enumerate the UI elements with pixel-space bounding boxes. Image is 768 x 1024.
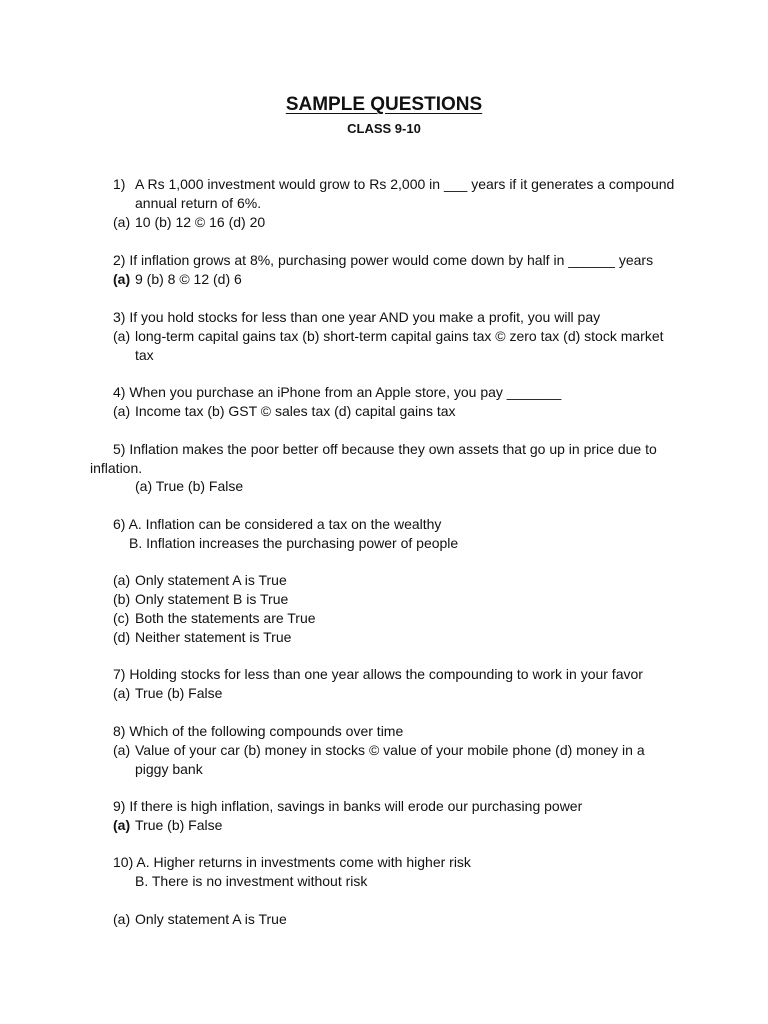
question-6-statement-b: B. Inflation increases the purchasing power of people (129, 535, 459, 551)
question-4-text: 4) When you purchase an iPhone from an Apple store, you pay _______ (113, 384, 562, 400)
question-6-option-b: (b) Only statement B is True (113, 591, 289, 607)
question-2-options: (a) 9 (b) 8 © 12 (d) 6 (113, 271, 242, 287)
question-10-statement-b: B. There is no investment without risk (135, 873, 368, 889)
question-2-text: 2) If inflation grows at 8%, purchasing power would come down by half in ______ years (113, 252, 654, 268)
question-3-options: (a) long-term capital gains tax (b) short-term capital gains tax © zero tax (d) stock market (113, 328, 664, 344)
question-7-text: 7) Holding stocks for less than one year allows the compounding to work in your favor (113, 666, 643, 682)
question-3-text: 3) If you hold stocks for less than one year AND you make a profit, you will pay (113, 309, 601, 325)
question-8-text: 8) Which of the following compounds over time (113, 723, 404, 739)
question-6-option-d: (d) Neither statement is True (113, 629, 292, 645)
question-5-text-cont: inflation. (90, 460, 143, 476)
question-8-options-cont: piggy bank (135, 761, 203, 777)
question-9-text: 9) If there is high inflation, savings in banks will erode our purchasing power (113, 798, 583, 814)
question-5-text: 5) Inflation makes the poor better off because they own assets that go up in price due to (113, 441, 657, 457)
page-subtitle: CLASS 9-10 (347, 121, 421, 136)
question-5-options: (a) True (b) False (135, 478, 244, 494)
question-1-text-cont: annual return of 6%. (135, 195, 262, 211)
question-7-options: (a) True (b) False (113, 685, 223, 701)
question-6-statement-a: 6) A. Inflation can be considered a tax on the wealthy (113, 516, 442, 532)
question-6-option-c: (c) Both the statements are True (113, 610, 316, 626)
question-4-options: (a) Income tax (b) GST © sales tax (d) capital gains tax (113, 403, 456, 419)
question-6-option-a: (a) Only statement A is True (113, 572, 287, 588)
question-10-statement-a: 10) A. Higher returns in investments come with higher risk (113, 854, 471, 870)
question-1-text: 1) A Rs 1,000 investment would grow to Rs 2,000 in ___ years if it generates a compound (113, 176, 675, 192)
question-1-options: (a) 10 (b) 12 © 16 (d) 20 (113, 214, 266, 230)
page-title: SAMPLE QUESTIONS (285, 94, 483, 115)
question-8-options: (a) Value of your car (b) money in stocks © value of your mobile phone (d) money in a (113, 742, 645, 758)
question-9-options: (a) True (b) False (113, 817, 223, 833)
question-3-options-cont: tax (135, 347, 154, 363)
question-10-option-a: (a) Only statement A is True (113, 911, 287, 927)
